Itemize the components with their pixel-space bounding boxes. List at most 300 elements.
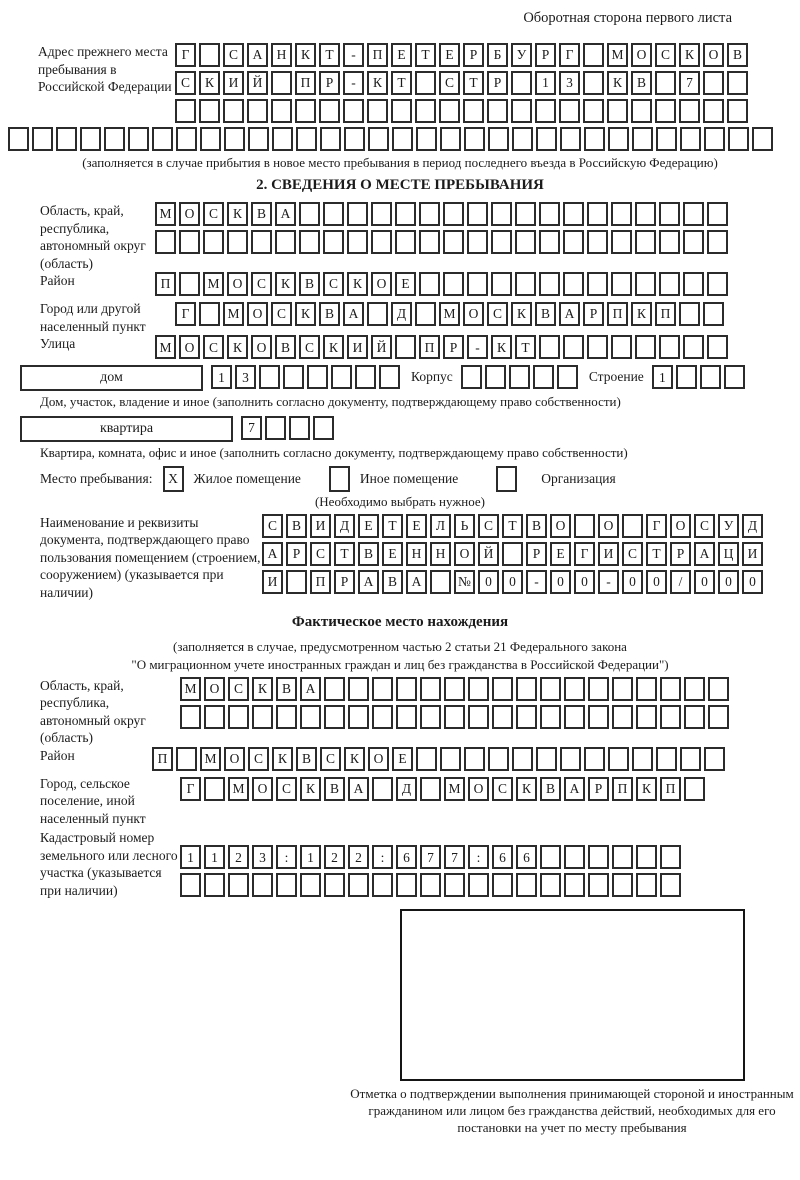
char-cell[interactable] <box>391 99 412 123</box>
char-cell[interactable]: Б <box>487 43 508 67</box>
char-cell[interactable]: 1 <box>535 71 556 95</box>
char-cell[interactable] <box>622 514 643 538</box>
char-cell[interactable]: 7 <box>420 845 441 869</box>
char-cell[interactable] <box>560 747 581 771</box>
char-cell[interactable]: 0 <box>574 570 595 594</box>
char-cell[interactable] <box>655 71 676 95</box>
char-cell[interactable]: 3 <box>559 71 580 95</box>
char-cell[interactable] <box>636 705 657 729</box>
char-cell[interactable] <box>512 747 533 771</box>
char-cell[interactable]: К <box>227 202 248 226</box>
char-cell[interactable]: Р <box>670 542 691 566</box>
char-cell[interactable] <box>557 365 578 389</box>
char-cell[interactable]: Р <box>443 335 464 359</box>
char-cell[interactable] <box>516 705 537 729</box>
char-cell[interactable]: Д <box>396 777 417 801</box>
char-cell[interactable]: В <box>296 747 317 771</box>
char-cell[interactable]: Т <box>334 542 355 566</box>
char-cell[interactable]: - <box>526 570 547 594</box>
char-cell[interactable]: Р <box>463 43 484 67</box>
char-cell[interactable] <box>248 127 269 151</box>
char-cell[interactable]: В <box>275 335 296 359</box>
char-cell[interactable]: С <box>203 335 224 359</box>
char-cell[interactable] <box>727 99 748 123</box>
char-cell[interactable] <box>324 873 345 897</box>
char-cell[interactable] <box>396 873 417 897</box>
char-cell[interactable]: 0 <box>478 570 499 594</box>
char-cell[interactable] <box>680 747 701 771</box>
char-cell[interactable] <box>204 873 225 897</box>
char-cell[interactable] <box>179 230 200 254</box>
char-cell[interactable]: С <box>655 43 676 67</box>
char-cell[interactable] <box>660 845 681 869</box>
char-cell[interactable] <box>679 302 700 326</box>
char-cell[interactable] <box>200 127 221 151</box>
char-cell[interactable] <box>516 677 537 701</box>
char-cell[interactable]: С <box>262 514 283 538</box>
char-cell[interactable]: С <box>251 272 272 296</box>
char-cell[interactable]: Л <box>430 514 451 538</box>
char-cell[interactable]: И <box>347 335 368 359</box>
char-cell[interactable]: Е <box>391 43 412 67</box>
char-cell[interactable]: П <box>612 777 633 801</box>
char-cell[interactable]: П <box>155 272 176 296</box>
char-cell[interactable] <box>324 677 345 701</box>
char-cell[interactable]: Е <box>550 542 571 566</box>
char-cell[interactable]: Р <box>535 43 556 67</box>
char-cell[interactable] <box>180 873 201 897</box>
char-cell[interactable] <box>539 230 560 254</box>
char-cell[interactable]: 6 <box>492 845 513 869</box>
char-cell[interactable]: Р <box>334 570 355 594</box>
char-cell[interactable] <box>396 677 417 701</box>
char-cell[interactable]: - <box>467 335 488 359</box>
char-cell[interactable] <box>444 873 465 897</box>
char-cell[interactable] <box>283 365 304 389</box>
checkbox-organization[interactable] <box>496 466 517 492</box>
char-cell[interactable]: Н <box>406 542 427 566</box>
char-cell[interactable]: К <box>295 302 316 326</box>
char-cell[interactable] <box>227 230 248 254</box>
char-cell[interactable]: С <box>323 272 344 296</box>
char-cell[interactable]: Д <box>391 302 412 326</box>
char-cell[interactable]: С <box>228 677 249 701</box>
char-cell[interactable]: Е <box>392 747 413 771</box>
char-cell[interactable] <box>224 127 245 151</box>
char-cell[interactable]: К <box>367 71 388 95</box>
char-cell[interactable] <box>683 230 704 254</box>
char-cell[interactable] <box>8 127 29 151</box>
char-cell[interactable]: П <box>655 302 676 326</box>
char-cell[interactable] <box>420 705 441 729</box>
char-cell[interactable] <box>420 777 441 801</box>
char-cell[interactable]: 3 <box>252 845 273 869</box>
char-cell[interactable] <box>372 677 393 701</box>
char-cell[interactable] <box>588 873 609 897</box>
char-cell[interactable]: К <box>516 777 537 801</box>
char-cell[interactable]: 0 <box>742 570 763 594</box>
char-cell[interactable]: 7 <box>679 71 700 95</box>
char-cell[interactable] <box>680 127 701 151</box>
char-cell[interactable]: - <box>343 43 364 67</box>
char-cell[interactable]: С <box>310 542 331 566</box>
char-cell[interactable]: О <box>227 272 248 296</box>
char-cell[interactable] <box>684 705 705 729</box>
char-cell[interactable]: П <box>152 747 173 771</box>
char-cell[interactable]: А <box>694 542 715 566</box>
char-cell[interactable] <box>464 127 485 151</box>
char-cell[interactable] <box>707 202 728 226</box>
char-cell[interactable]: Е <box>382 542 403 566</box>
char-cell[interactable] <box>511 99 532 123</box>
char-cell[interactable]: : <box>276 845 297 869</box>
char-cell[interactable]: У <box>511 43 532 67</box>
char-cell[interactable] <box>660 873 681 897</box>
char-cell[interactable]: С <box>622 542 643 566</box>
char-cell[interactable]: Т <box>415 43 436 67</box>
char-cell[interactable] <box>707 230 728 254</box>
char-cell[interactable]: К <box>199 71 220 95</box>
char-cell[interactable] <box>583 99 604 123</box>
char-cell[interactable] <box>300 705 321 729</box>
char-cell[interactable] <box>367 302 388 326</box>
char-cell[interactable]: 1 <box>211 365 232 389</box>
char-cell[interactable] <box>485 365 506 389</box>
char-cell[interactable] <box>331 365 352 389</box>
char-cell[interactable] <box>502 542 523 566</box>
char-cell[interactable]: Ц <box>718 542 739 566</box>
char-cell[interactable] <box>700 365 721 389</box>
char-cell[interactable]: П <box>660 777 681 801</box>
char-cell[interactable]: Г <box>175 302 196 326</box>
char-cell[interactable] <box>199 43 220 67</box>
char-cell[interactable] <box>468 705 489 729</box>
char-cell[interactable]: Т <box>646 542 667 566</box>
char-cell[interactable]: В <box>299 272 320 296</box>
char-cell[interactable]: Т <box>319 43 340 67</box>
char-cell[interactable] <box>683 335 704 359</box>
char-cell[interactable]: М <box>200 747 221 771</box>
char-cell[interactable] <box>179 272 200 296</box>
char-cell[interactable]: П <box>367 43 388 67</box>
char-cell[interactable]: О <box>251 335 272 359</box>
char-cell[interactable] <box>430 570 451 594</box>
char-cell[interactable]: 2 <box>228 845 249 869</box>
char-cell[interactable] <box>583 71 604 95</box>
checkbox-residential[interactable]: X <box>163 466 184 492</box>
char-cell[interactable] <box>487 99 508 123</box>
char-cell[interactable]: О <box>703 43 724 67</box>
char-cell[interactable] <box>509 365 530 389</box>
char-cell[interactable]: О <box>368 747 389 771</box>
char-cell[interactable]: : <box>372 845 393 869</box>
char-cell[interactable]: М <box>180 677 201 701</box>
char-cell[interactable]: О <box>224 747 245 771</box>
char-cell[interactable] <box>584 747 605 771</box>
char-cell[interactable] <box>632 127 653 151</box>
char-cell[interactable]: Р <box>319 71 340 95</box>
char-cell[interactable] <box>343 99 364 123</box>
char-cell[interactable]: О <box>179 202 200 226</box>
char-cell[interactable] <box>420 677 441 701</box>
char-cell[interactable] <box>536 747 557 771</box>
char-cell[interactable] <box>707 272 728 296</box>
char-cell[interactable] <box>656 127 677 151</box>
char-cell[interactable]: 0 <box>550 570 571 594</box>
char-cell[interactable]: К <box>300 777 321 801</box>
char-cell[interactable] <box>372 777 393 801</box>
char-cell[interactable]: К <box>636 777 657 801</box>
char-cell[interactable] <box>439 99 460 123</box>
char-cell[interactable]: В <box>631 71 652 95</box>
char-cell[interactable] <box>539 335 560 359</box>
char-cell[interactable] <box>704 747 725 771</box>
char-cell[interactable]: Е <box>395 272 416 296</box>
char-cell[interactable]: 7 <box>444 845 465 869</box>
char-cell[interactable]: В <box>535 302 556 326</box>
char-cell[interactable] <box>488 747 509 771</box>
char-cell[interactable]: К <box>295 43 316 67</box>
char-cell[interactable] <box>511 71 532 95</box>
char-cell[interactable] <box>724 365 745 389</box>
char-cell[interactable]: Г <box>574 542 595 566</box>
char-cell[interactable]: К <box>275 272 296 296</box>
char-cell[interactable] <box>396 705 417 729</box>
char-cell[interactable] <box>467 272 488 296</box>
char-cell[interactable] <box>635 272 656 296</box>
char-cell[interactable] <box>323 202 344 226</box>
char-cell[interactable]: 6 <box>516 845 537 869</box>
char-cell[interactable] <box>32 127 53 151</box>
char-cell[interactable]: И <box>742 542 763 566</box>
char-cell[interactable] <box>371 202 392 226</box>
char-cell[interactable] <box>419 230 440 254</box>
char-cell[interactable] <box>587 272 608 296</box>
char-cell[interactable] <box>392 127 413 151</box>
char-cell[interactable]: В <box>324 777 345 801</box>
char-cell[interactable]: К <box>491 335 512 359</box>
char-cell[interactable]: И <box>310 514 331 538</box>
char-cell[interactable] <box>251 230 272 254</box>
char-cell[interactable]: В <box>276 677 297 701</box>
char-cell[interactable] <box>564 873 585 897</box>
char-cell[interactable] <box>659 272 680 296</box>
char-cell[interactable]: С <box>492 777 513 801</box>
char-cell[interactable] <box>299 230 320 254</box>
char-cell[interactable]: М <box>223 302 244 326</box>
char-cell[interactable] <box>560 127 581 151</box>
char-cell[interactable] <box>368 127 389 151</box>
char-cell[interactable] <box>587 335 608 359</box>
char-cell[interactable] <box>559 99 580 123</box>
char-cell[interactable]: М <box>203 272 224 296</box>
char-cell[interactable] <box>348 705 369 729</box>
char-cell[interactable]: А <box>247 43 268 67</box>
char-cell[interactable] <box>152 127 173 151</box>
char-cell[interactable]: 0 <box>718 570 739 594</box>
char-cell[interactable] <box>659 230 680 254</box>
char-cell[interactable] <box>371 230 392 254</box>
char-cell[interactable] <box>608 127 629 151</box>
char-cell[interactable]: № <box>454 570 475 594</box>
char-cell[interactable]: М <box>439 302 460 326</box>
char-cell[interactable] <box>587 202 608 226</box>
char-cell[interactable]: В <box>358 542 379 566</box>
char-cell[interactable] <box>271 99 292 123</box>
char-cell[interactable] <box>516 873 537 897</box>
char-cell[interactable] <box>289 416 310 440</box>
char-cell[interactable] <box>155 230 176 254</box>
char-cell[interactable]: П <box>295 71 316 95</box>
char-cell[interactable] <box>539 272 560 296</box>
char-cell[interactable]: 1 <box>652 365 673 389</box>
char-cell[interactable]: - <box>343 71 364 95</box>
char-cell[interactable] <box>607 99 628 123</box>
char-cell[interactable]: А <box>275 202 296 226</box>
char-cell[interactable] <box>752 127 773 151</box>
char-cell[interactable] <box>612 845 633 869</box>
char-cell[interactable] <box>420 873 441 897</box>
char-cell[interactable]: О <box>598 514 619 538</box>
char-cell[interactable] <box>563 272 584 296</box>
char-cell[interactable] <box>491 230 512 254</box>
char-cell[interactable] <box>727 71 748 95</box>
char-cell[interactable]: В <box>319 302 340 326</box>
char-cell[interactable]: К <box>227 335 248 359</box>
char-cell[interactable]: С <box>320 747 341 771</box>
char-cell[interactable]: О <box>247 302 268 326</box>
char-cell[interactable]: Т <box>382 514 403 538</box>
char-cell[interactable]: 0 <box>694 570 715 594</box>
char-cell[interactable]: И <box>262 570 283 594</box>
char-cell[interactable]: О <box>204 677 225 701</box>
char-cell[interactable]: С <box>299 335 320 359</box>
char-cell[interactable]: Й <box>371 335 392 359</box>
char-cell[interactable]: Т <box>391 71 412 95</box>
char-cell[interactable] <box>636 873 657 897</box>
char-cell[interactable] <box>492 705 513 729</box>
char-cell[interactable] <box>252 873 273 897</box>
char-cell[interactable]: С <box>478 514 499 538</box>
char-cell[interactable]: 1 <box>300 845 321 869</box>
char-cell[interactable] <box>440 747 461 771</box>
char-cell[interactable] <box>463 99 484 123</box>
char-cell[interactable] <box>204 777 225 801</box>
char-cell[interactable] <box>416 747 437 771</box>
char-cell[interactable] <box>611 230 632 254</box>
char-cell[interactable]: Т <box>502 514 523 538</box>
char-cell[interactable]: В <box>727 43 748 67</box>
char-cell[interactable] <box>660 677 681 701</box>
char-cell[interactable] <box>307 365 328 389</box>
char-cell[interactable]: 6 <box>396 845 417 869</box>
char-cell[interactable]: А <box>559 302 580 326</box>
char-cell[interactable]: К <box>252 677 273 701</box>
char-cell[interactable]: О <box>252 777 273 801</box>
char-cell[interactable] <box>180 705 201 729</box>
char-cell[interactable] <box>655 99 676 123</box>
char-cell[interactable]: О <box>179 335 200 359</box>
char-cell[interactable]: Е <box>439 43 460 67</box>
char-cell[interactable] <box>611 272 632 296</box>
char-cell[interactable]: С <box>248 747 269 771</box>
char-cell[interactable] <box>660 705 681 729</box>
char-cell[interactable] <box>275 230 296 254</box>
char-cell[interactable] <box>443 202 464 226</box>
char-cell[interactable] <box>611 335 632 359</box>
char-cell[interactable] <box>276 873 297 897</box>
char-cell[interactable]: О <box>371 272 392 296</box>
char-cell[interactable]: 1 <box>204 845 225 869</box>
char-cell[interactable]: Ь <box>454 514 475 538</box>
char-cell[interactable]: Н <box>430 542 451 566</box>
char-cell[interactable] <box>587 230 608 254</box>
char-cell[interactable] <box>395 335 416 359</box>
char-cell[interactable] <box>632 747 653 771</box>
char-cell[interactable] <box>395 230 416 254</box>
char-cell[interactable]: А <box>406 570 427 594</box>
char-cell[interactable]: Т <box>515 335 536 359</box>
char-cell[interactable] <box>128 127 149 151</box>
char-cell[interactable] <box>259 365 280 389</box>
char-cell[interactable] <box>536 127 557 151</box>
char-cell[interactable] <box>491 202 512 226</box>
char-cell[interactable]: - <box>598 570 619 594</box>
char-cell[interactable]: Д <box>334 514 355 538</box>
char-cell[interactable] <box>515 230 536 254</box>
char-cell[interactable] <box>540 705 561 729</box>
char-cell[interactable]: М <box>607 43 628 67</box>
char-cell[interactable]: Д <box>742 514 763 538</box>
char-cell[interactable] <box>564 845 585 869</box>
char-cell[interactable] <box>491 272 512 296</box>
char-cell[interactable]: М <box>228 777 249 801</box>
char-cell[interactable] <box>444 705 465 729</box>
char-cell[interactable] <box>584 127 605 151</box>
char-cell[interactable]: Р <box>588 777 609 801</box>
char-cell[interactable] <box>588 705 609 729</box>
char-cell[interactable]: : <box>468 845 489 869</box>
char-cell[interactable] <box>372 873 393 897</box>
char-cell[interactable] <box>199 99 220 123</box>
char-cell[interactable]: С <box>439 71 460 95</box>
char-cell[interactable]: В <box>540 777 561 801</box>
char-cell[interactable] <box>271 71 292 95</box>
char-cell[interactable]: 1 <box>180 845 201 869</box>
char-cell[interactable] <box>204 705 225 729</box>
char-cell[interactable]: Е <box>358 514 379 538</box>
char-cell[interactable] <box>467 230 488 254</box>
char-cell[interactable] <box>313 416 334 440</box>
char-cell[interactable] <box>56 127 77 151</box>
char-cell[interactable] <box>540 845 561 869</box>
char-cell[interactable]: К <box>631 302 652 326</box>
char-cell[interactable] <box>295 99 316 123</box>
char-cell[interactable] <box>176 747 197 771</box>
char-cell[interactable] <box>588 845 609 869</box>
char-cell[interactable] <box>203 230 224 254</box>
char-cell[interactable] <box>492 873 513 897</box>
char-cell[interactable] <box>684 677 705 701</box>
char-cell[interactable] <box>659 202 680 226</box>
char-cell[interactable] <box>348 873 369 897</box>
char-cell[interactable]: В <box>526 514 547 538</box>
char-cell[interactable]: Р <box>487 71 508 95</box>
char-cell[interactable]: О <box>463 302 484 326</box>
char-cell[interactable] <box>252 705 273 729</box>
char-cell[interactable] <box>272 127 293 151</box>
char-cell[interactable] <box>468 873 489 897</box>
